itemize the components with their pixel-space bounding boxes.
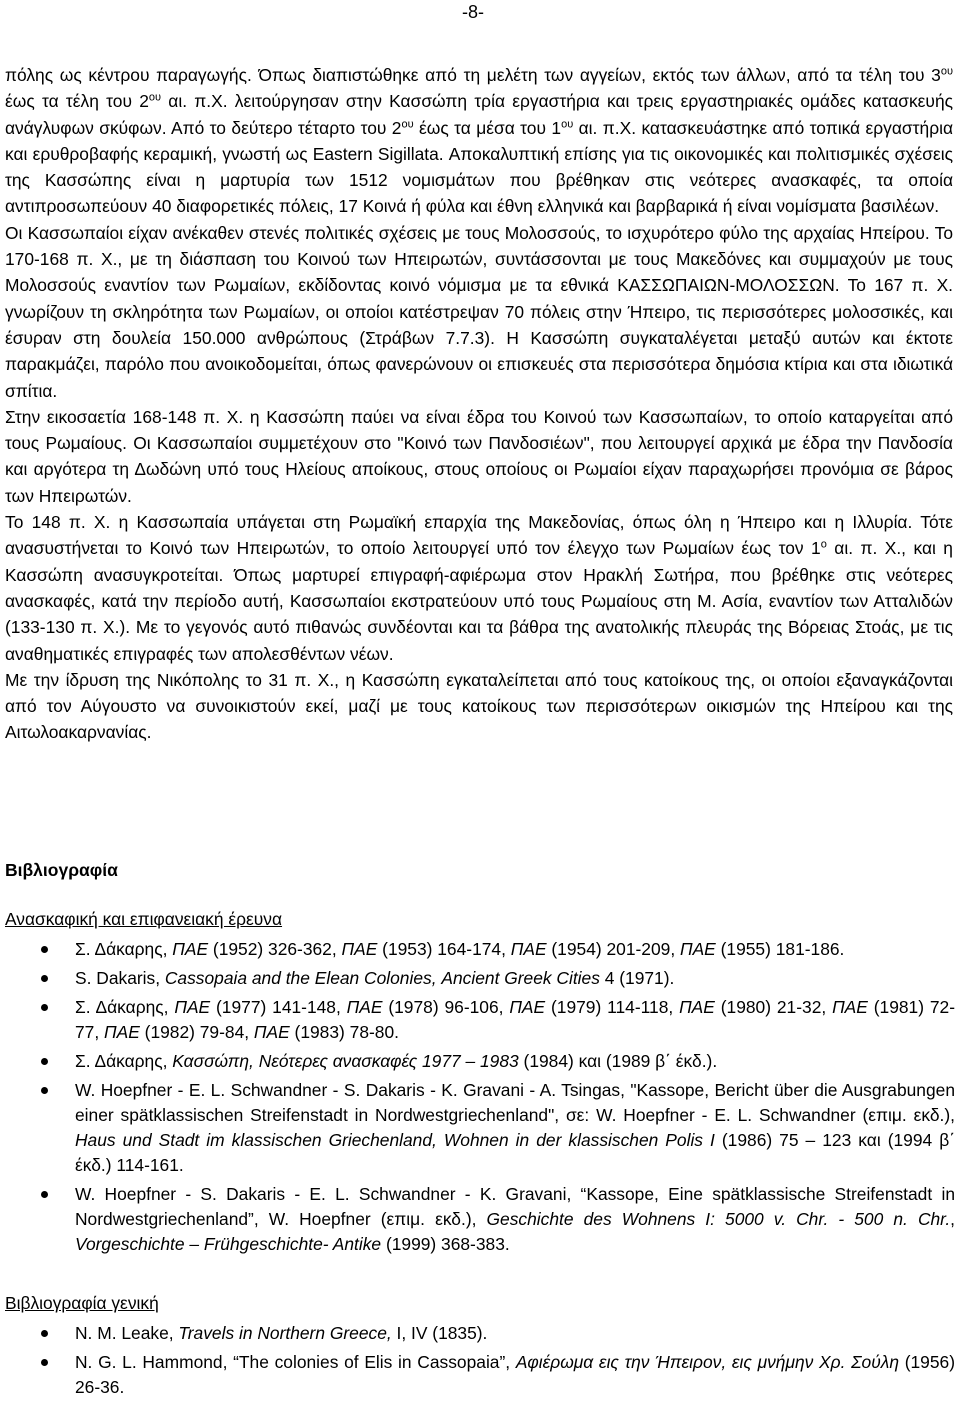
- list-item: [0, 966, 955, 991]
- italic-span: ΠΑΕ: [510, 939, 547, 959]
- superscript: ου: [561, 118, 574, 130]
- text-span: (1999) 368-383.: [381, 1234, 510, 1254]
- italic-span: Haus und Stadt im klassischen Griechenland, Wohnen in der klassischen Polis I: [75, 1130, 715, 1150]
- text-span: αι. π.Χ. κατασκευάστηκε από τοπικά εργαστήρια και ερυθροβαφής κεραμική, γνωστή ως Eastern Sigillata. Αποκαλυπτική επίσης για τις οικονομικές και πολιτισμικές σχέσεις της Κασσώπης είναι η μαρτυρία των 1512 νομισμάτων που βρέθηκαν στις νεότερες ανασκαφές, τα οποία αντιπροσωπεύουν 40 διαφορετικές πόλεις, 17 Κοινά ή φύλα και έθνη ελληνικά και βαρβαρικά ή είναι νομίσματα βασιλέων.: [5, 117, 954, 217]
- italic-span: ΠΑΕ: [832, 997, 868, 1017]
- list-item: [0, 1078, 955, 1178]
- italic-span: Vorgeschichte – Frühgeschichte- Antike: [75, 1234, 382, 1254]
- text-span: (1954) 201-209,: [546, 939, 680, 959]
- text-span: αι. π. Χ., και η Κασσώπη ανασυγκροτείται. Όπως μαρτυρεί επιγραφή-αφιέρωμα στον Ηρακλή Σωτήρα, που βρέθηκε στις νεότερες ανασκαφές, κατά την περίοδο αυτή, Κασσωπαίοι εκστρατεύουν υπό τους Ρωμαίους στη Μ. Ασία, εναντίον των Ατταλιδών (133-130 π. Χ.). Με το γεγονός αυτό πιθανώς συνδέονται και τα βάθρα της ανατολικής πλευράς της Βόρειας Στοάς, με τις αναθηματικές επιγραφές των απολεσθέντων νέων.: [5, 538, 953, 664]
- paragraph-roman-province: [5, 509, 953, 667]
- general-heading: Βιβλιογραφία γενική: [5, 1293, 159, 1313]
- text-span: έως τα τέλη του 2: [5, 91, 149, 112]
- italic-span: ΠΑΕ: [679, 939, 716, 959]
- bibliography-title: Βιβλιογραφία: [5, 860, 118, 880]
- italic-span: Ancient Greek Cities: [441, 968, 600, 988]
- text-span: Το 148 π. Χ. η Κασσωπαία υπάγεται στη Ρωμαϊκή επαρχία της Μακεδονίας, όπως όλη η Ήπειρο και η Ιλλυρία. Τότε ανασυστήνεται το Κοινό των Ηπειρωτών, το οποίο λειτουργεί υπό τον έλεγχο των Ρωμαίων έως τον 1: [5, 512, 953, 559]
- paragraph-molossians: Οι Κασσωπαίοι είχαν ανέκαθεν στενές πολιτικές σχέσεις με τους Μολοσσούς, το ισχυρότερο φύλο της αρχαίας Ηπείρου. Το 170-168 π. Χ., με τη διάσπαση του Κοινού των Ηπειρωτών, συντάσσονται με τους Μακεδόνες και συμμαχούν με τους Μολοσσούς εναντίον των Ρωμαίων, εκδίδοντας κοινό νόμισμα με τα εθνικά ΚΑΣΣΩΠΑΙΩΝ-ΜΟΛΟΣΣΩΝ. Το 167 π. Χ. γνωρίζουν τη σκληρότητα των Ρωμαίων, οι οποίοι κατέστρεψαν 70 πόλεις στην Ήπειρο, τις περισσότερες μολοσσικές, και έσυραν στη δουλεία 150.000 ανθρώπους (Στράβων 7.7.3). Η Κασσώπη συγκαταλέγεται μεταξύ αυτών και έκτοτε παρακμάζει, παρόλο που ανοικοδομείται, όπως φανερώνουν οι επισκευές στα περισσότερα δημόσια κτίρια και στα ιδιωτικά σπίτια.: [5, 222, 953, 401]
- bullet-icon: [41, 1359, 48, 1366]
- superscript: ο: [820, 538, 827, 551]
- italic-span: ΠΑΕ: [172, 939, 209, 959]
- text-span: (1982) 79-84,: [139, 1022, 254, 1042]
- text-span: (1952) 326-362,: [208, 939, 342, 959]
- superscript: ου: [401, 118, 414, 130]
- excavation-heading: Ανασκαφική και επιφανειακή έρευνα: [5, 909, 283, 929]
- text-span: N. M. Leake,: [75, 1323, 179, 1343]
- bullet-icon: [41, 946, 48, 953]
- italic-span: ΠΑΕ: [253, 1022, 290, 1042]
- text-span: (1956) 26-36.: [75, 1352, 955, 1397]
- list-item: [0, 1049, 955, 1074]
- bullet-icon: [41, 1191, 48, 1198]
- text-span: (1978) 96-106,: [382, 997, 510, 1017]
- italic-span: Κασσώπη, Νεότερες ανασκαφές 1977 – 1983: [172, 1051, 519, 1071]
- superscript: ου: [148, 91, 162, 104]
- bullet-icon: [41, 1087, 48, 1094]
- text-span: (1984) και (1989 β΄ έκδ.).: [518, 1051, 718, 1071]
- text-span: (1953) 164-174,: [377, 939, 511, 959]
- text-span: W. Hoepfner - S. Dakaris - E. L. Schwandner - K. Gravani, “Kassope, Eine spätklassische Streifenstadt in Nordwestgriechenland”, W. Hoepfner (επιμ. εκδ.),: [75, 1184, 955, 1229]
- italic-span: ΠΑΕ: [174, 997, 211, 1017]
- text-span: Σ. Δάκαρης,: [75, 997, 175, 1017]
- text-span: Σ. Δάκαρης,: [75, 1051, 173, 1071]
- paragraph-koinon: Στην εικοσαετία 168-148 π. Χ. η Κασσώπη παύει να είναι έδρα του Κοινού των Κασσωπαίων, το οποίο καταργείται από τους Ρωμαίους. Οι Κασσωπαίοι συμμετέχουν στο "Κοινό των Πανδοσιέων", που λειτουργεί αρχικά με έδρα την Πανδοσία και αργότερα τη Δωδώνη υπό τους Ηλείους αποίκους, στους οποίους οι Ρωμαίοι είχαν παραχωρήσει προνόμια σε βάρος των Ηπειρωτών.: [5, 406, 953, 506]
- italic-span: ΠΑΕ: [104, 1022, 140, 1042]
- page-number: -8-: [462, 2, 484, 22]
- text-span: W. Hoepfner - E. L. Schwandner - S. Dakaris - K. Gravani - A. Tsingas, "Kassope, Bericht über die Ausgrabungen einer spätklassischen Streifenstadt in Nordwestgriechenland", σε: W. Hoepfner - E. L. Schwandner (επιμ. εκδ.),: [75, 1080, 955, 1125]
- text-span: (1955) 181-186.: [715, 939, 845, 959]
- italic-span: Αφιέρωμα εις την Ήπειρον, εις μνήμην Χρ. Σούλη: [515, 1352, 900, 1372]
- text-span: (1981) 72-77,: [75, 997, 956, 1042]
- paragraph-nikopolis: Με την ίδρυση της Νικόπολης το 31 π. Χ., η Κασσώπη εγκαταλείπεται από τους κατοίκους της, οι οποίοι εξαναγκάζονται από τον Αύγουστο να συνοικιστούν εκεί, μαζί με τους κατοίκους των περισσότερων οικισμών της Ηπείρου και της Αιτωλοακαρνανίας.: [5, 669, 953, 743]
- text-span: (1979) 114-118,: [545, 997, 680, 1017]
- italic-span: ΠΑΕ: [341, 939, 378, 959]
- bullet-icon: [41, 1004, 48, 1011]
- bullet-icon: [41, 1058, 48, 1065]
- text-span: Σ. Δάκαρης,: [75, 939, 173, 959]
- list-item: [0, 937, 955, 962]
- text-span: (1980) 21-32,: [714, 997, 833, 1017]
- text-span: 4 (1971).: [599, 968, 675, 988]
- text-span: S. Dakaris,: [75, 968, 165, 988]
- italic-span: ΠΑΕ: [346, 997, 383, 1017]
- text-span: N. G. L. Hammond, “The colonies of Elis in Cassopaia”,: [75, 1352, 516, 1372]
- text-span: έως τα μέσα του 1: [413, 117, 562, 138]
- italic-span: ΠΑΕ: [509, 997, 546, 1017]
- text-span: I, IV (1835).: [391, 1323, 488, 1343]
- text-span: (1986) 75 – 123 και (1994 β΄ έκδ.) 114-161.: [75, 1130, 955, 1175]
- text-span: πόλης ως κέντρου παραγωγής. Όπως διαπιστώθηκε από τη μελέτη των αγγείων, εκτός των άλλων, από τα τέλη του 3: [5, 65, 941, 85]
- superscript: ου: [940, 65, 953, 78]
- text-span: ,: [950, 1209, 955, 1229]
- italic-span: Geschichte des Wohnens I: 5000 v. Chr. - 500 n. Chr.: [486, 1209, 951, 1229]
- italic-span: Cassopaia and the Elean Colonies,: [164, 968, 437, 988]
- paragraph-pottery: [5, 62, 953, 220]
- list-item: [0, 995, 955, 1045]
- bullet-icon: [41, 975, 48, 982]
- text-span: (1983) 78-80.: [289, 1022, 399, 1042]
- italic-span: ΠΑΕ: [679, 997, 715, 1017]
- list-item: [0, 1182, 955, 1257]
- text-span: (1977) 141-148,: [210, 997, 347, 1017]
- italic-span: Travels in Northern Greece,: [178, 1323, 392, 1343]
- general-list: [0, 1321, 955, 1404]
- text-span: αι. π.Χ. λειτούργησαν στην Κασσώπη τρία εργαστήρια και τρεις εργαστηριακές ομάδες κατασκευής ανάγλυφων σκύφων. Από το δεύτερο τέταρτο του 2: [5, 91, 953, 138]
- bullet-icon: [41, 1330, 48, 1337]
- list-item: [0, 1321, 955, 1346]
- excavation-list: [0, 937, 955, 1261]
- body-text: [5, 62, 953, 746]
